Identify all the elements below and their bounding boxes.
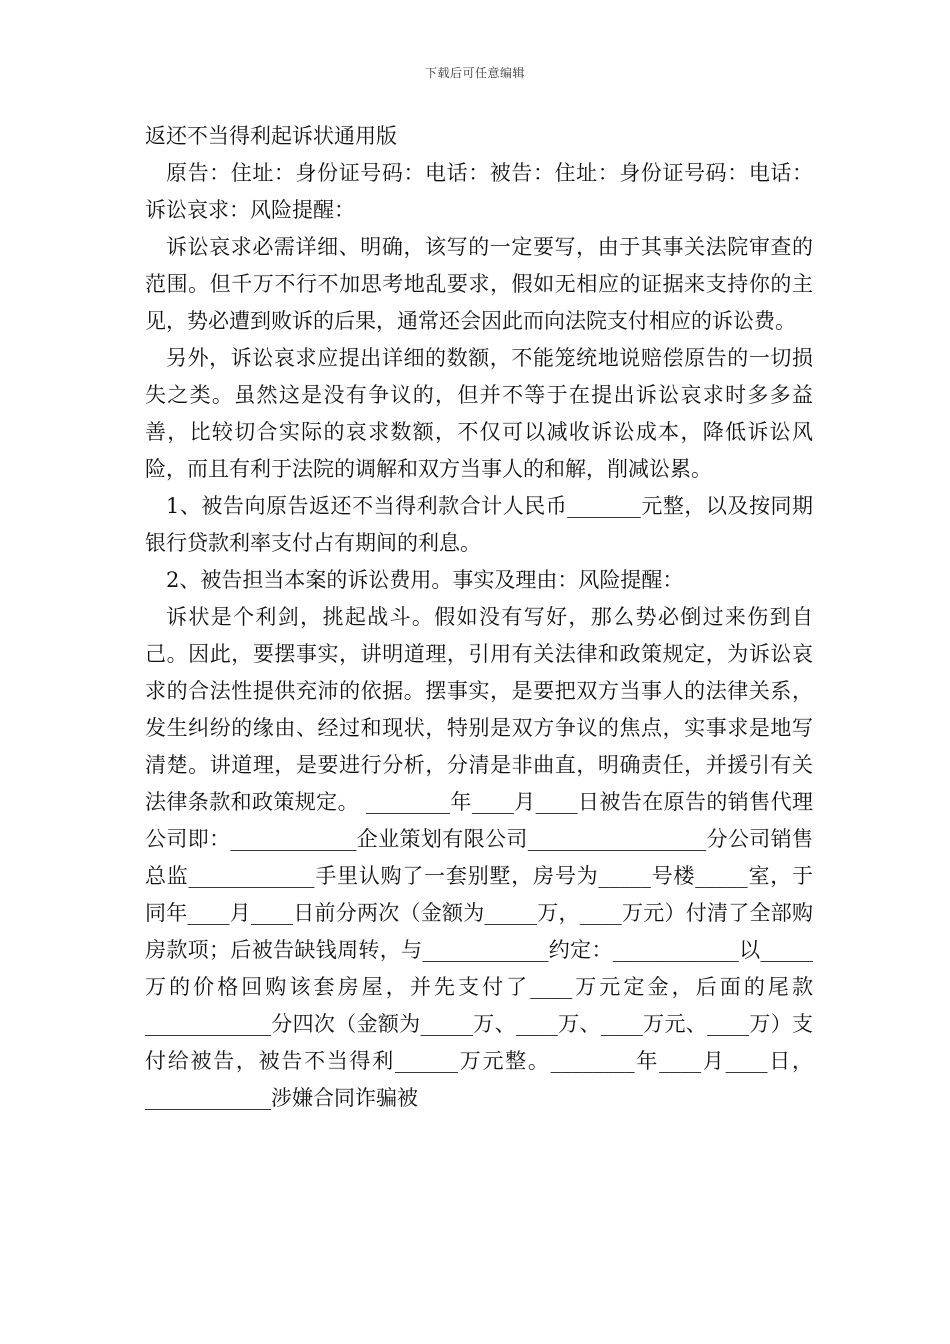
facts-paragraph: 诉状是个利剑，挑起战斗。假如没有写好，那么势必倒过来伤到自己。因此，要摆事实，讲明道理，引用有关法律和政策规定，为诉讼哀求的合法性提供充沛的依据。摆事实，是要把双方当事人的法律关系，发生纠纷的缘由、经过和现状，特别是双方争议的焦点，实事求是地写清楚。讲道理，是要进行分析，分清是非曲直，明确责任，并援引有关法律条款和政策规定。 ________年____月____日被告在原告的销售代理公司即：____________企业策划有限公司_________________分公司销售总监____________手里认购了一套别墅，房号为_____号楼_____室，于同年____月____日前分两次（金额为_____万，____万元）付清了全部购房款项；后被告缺钱周转，与____________约定：____________以_____万的价格回购该套房屋，并先支付了____万元定金，后面的尾款____________分四次（金额为_____万、____万、____万元、____万）支付给被告，被告不当得利______万元整。________年____月____日，____________涉嫌合同诈骗被 xyxy=(145,605,813,1110)
claims-amount-paragraph: 另外，诉讼哀求应提出详细的数额，不能笼统地说赔偿原告的一切损失之类。虽然这是没有争议的，但并不等于在提出诉讼哀求时多多益善，比较切合实际的哀求数额，不仅可以减收诉讼成本，降低诉讼风险，而且有利于法院的调解和双方当事人的和解，削减讼累。 xyxy=(145,346,813,481)
claim-item-1: 1、被告向原告返还不当得利款合计人民币_______元整，以及按同期银行贷款利率支付占有期间的利息。 xyxy=(145,494,813,555)
page-header: 下载后可任意编辑 xyxy=(424,66,525,80)
parties-paragraph: 原告：住址：身份证号码：电话：被告：住址：身份证号码：电话：诉讼哀求：风险提醒： xyxy=(145,161,813,222)
claim-item-2: 2、被告担当本案的诉讼费用。事实及理由：风险提醒： xyxy=(166,568,684,592)
document-body xyxy=(145,118,813,1117)
document-title: 返还不当得利起诉状通用版 xyxy=(145,124,397,148)
claims-warning-paragraph: 诉讼哀求必需详细、明确，该写的一定要写，由于其事关法院审查的范围。但千万不行不加思考地乱要求，假如无相应的证据来支持你的主见，势必遭到败诉的后果，通常还会因此而向法院支付相应的诉讼费。 xyxy=(145,235,813,333)
